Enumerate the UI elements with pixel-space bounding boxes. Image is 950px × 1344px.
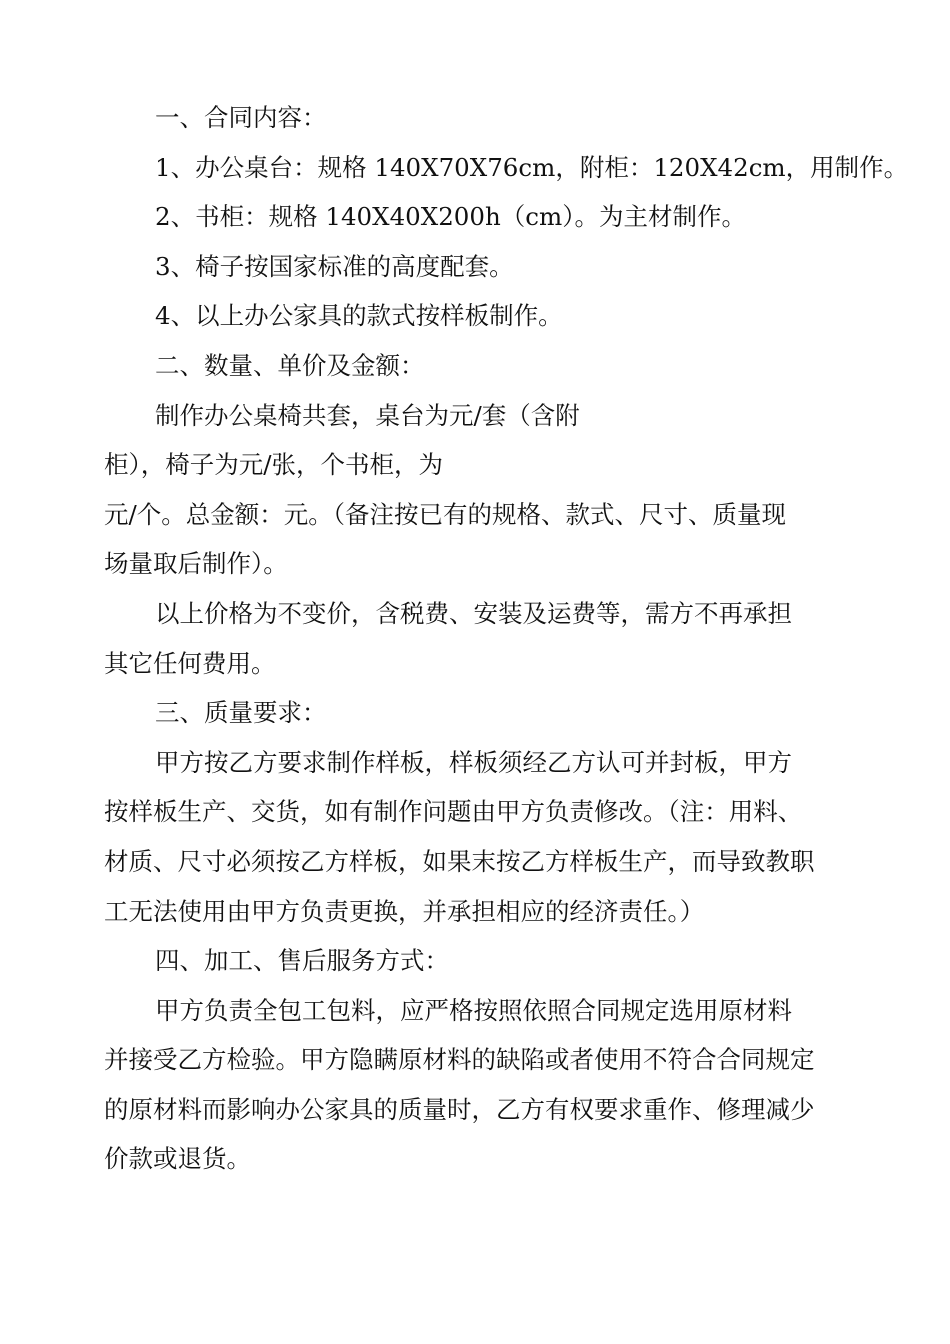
paragraph-line: 并接受乙方检验。甲方隐瞒原材料的缺陷或者使用不符合合同规定	[104, 1045, 815, 1075]
clause-bookcase-spec: 2、书柜：规格 140X40X200h（cm）。为主材制作。	[155, 202, 746, 232]
section-heading-contract-content: 一、合同内容：	[155, 103, 327, 132]
section-heading-quantity-price: 二、数量、单价及金额：	[155, 350, 425, 380]
section-heading-quality: 三、质量要求：	[155, 698, 327, 728]
paragraph-line: 的原材料而影响办公家具的质量时，乙方有权要求重作、修理减少	[104, 1094, 815, 1124]
paragraph-line: 价款或退货。	[104, 1144, 251, 1174]
paragraph-line: 以上价格为不变价，含税费、安装及运费等，需方不再承担	[155, 598, 792, 628]
paragraph-line: 材质、尺寸必须按乙方样板，如果末按乙方样板生产，而导致教职	[104, 846, 815, 876]
paragraph-line: 场量取后制作）。	[104, 549, 288, 579]
paragraph-line: 制作办公桌椅共套，桌台为元/套（含附	[155, 400, 580, 430]
clause-desk-spec: 1、办公桌台：规格 140X70X76cm，附柜：120X42cm，用制作。	[155, 152, 909, 182]
paragraph-line: 按样板生产、交货，如有制作问题由甲方负责修改。（注：用料、	[104, 797, 803, 827]
paragraph-line: 甲方负责全包工包料，应严格按照依照合同规定选用原材料	[155, 995, 792, 1025]
paragraph-line: 柜），椅子为元/张，个书柜，为	[104, 450, 444, 480]
paragraph-line: 工无法使用由甲方负责更换，并承担相应的经济责任。）	[104, 896, 705, 926]
clause-chair-spec: 3、椅子按国家标准的高度配套。	[155, 251, 514, 281]
paragraph-line: 其它任何费用。	[104, 648, 276, 678]
clause-style-spec: 4、以上办公家具的款式按样板制作。	[155, 301, 563, 331]
section-heading-service: 四、加工、售后服务方式：	[155, 946, 449, 976]
paragraph-line: 甲方按乙方要求制作样板，样板须经乙方认可并封板，甲方	[155, 747, 792, 777]
contract-text	[104, 93, 909, 1184]
paragraph-line: 元/个。总金额：元。（备注按已有的规格、款式、尺寸、质量现	[104, 499, 787, 529]
